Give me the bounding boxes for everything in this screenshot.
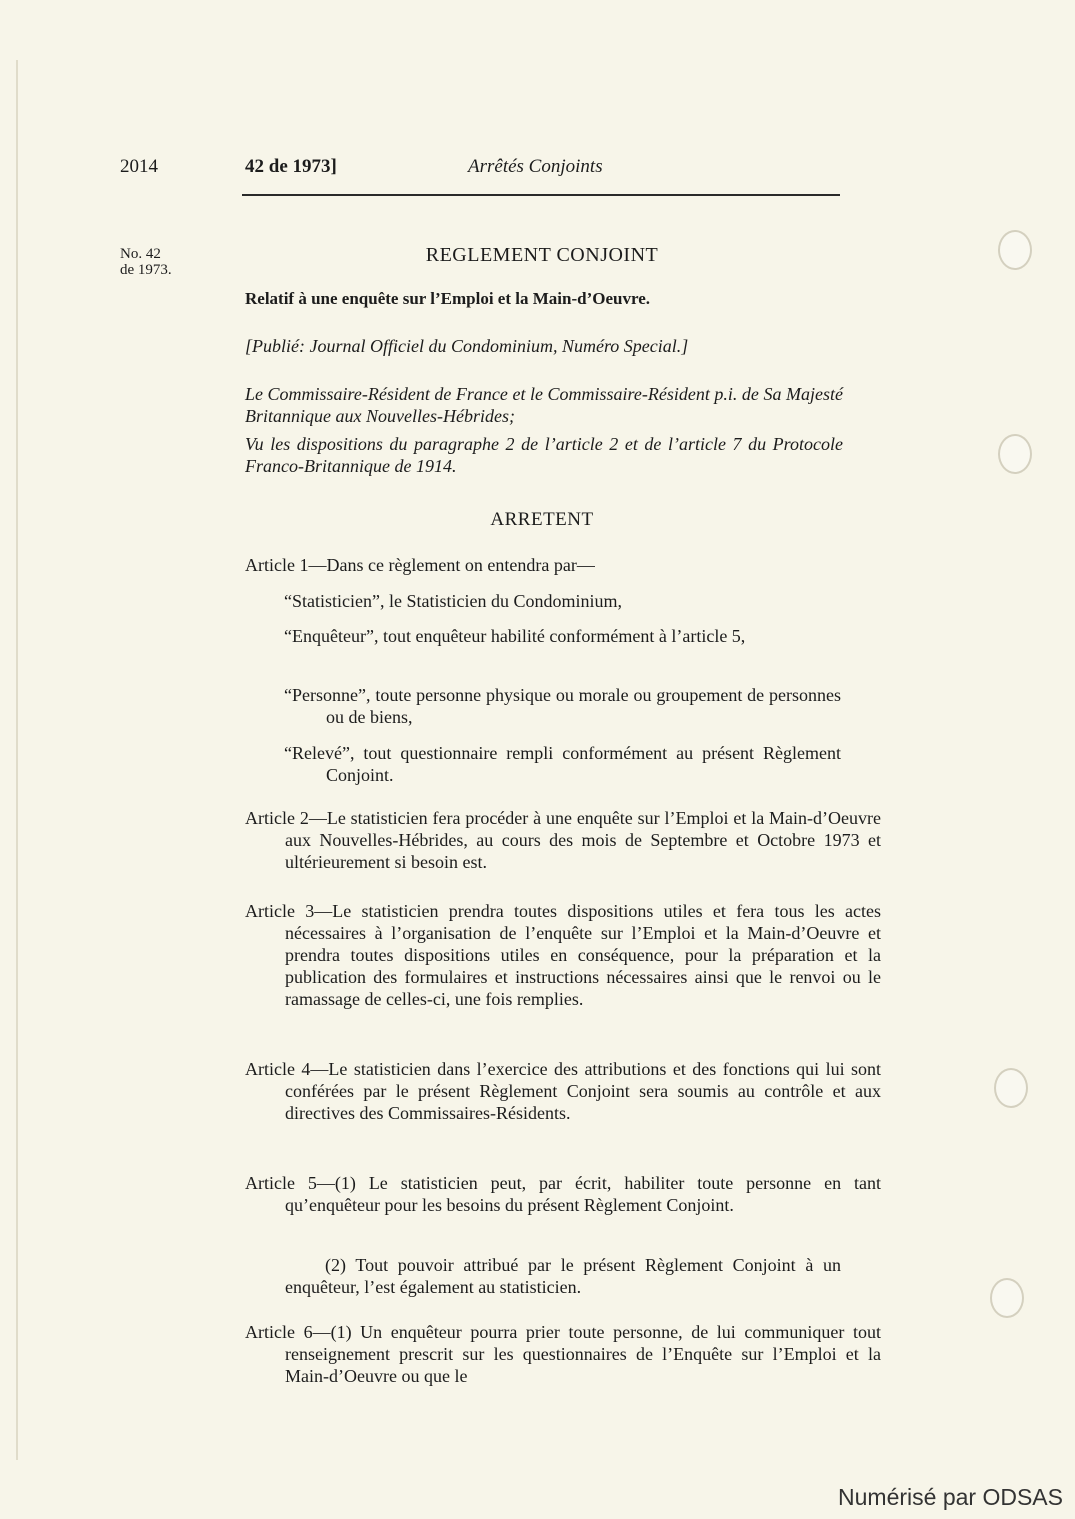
arretent-heading: ARRETENT bbox=[490, 509, 594, 530]
article-5-paragraph-1: Article 5—(1) Le statisticien peut, par écrit, habiliter toute personne en tant qu’enquêteur pour les besoins du présent Règlement Conjoint. bbox=[245, 1173, 881, 1215]
scan-left-edge bbox=[16, 60, 18, 1460]
article-2: Article 2—Le statisticien fera procéder à une enquête sur l’Emploi et la Main-d’Oeuvre aux Nouvelles-Hébrides, au cours des mois de Septembre et Octobre 1973 et ultérieurement si besoin est. bbox=[245, 808, 881, 872]
punch-hole bbox=[998, 434, 1032, 474]
article-4: Article 4—Le statisticien dans l’exercice des attributions et des fonctions qui lui sont conférées par le présent Règlement Conjoint sera soumis au contrôle et aux directives des Commissaires-Résidents. bbox=[245, 1059, 881, 1123]
header-rule bbox=[242, 194, 840, 196]
document-heading: REGLEMENT CONJOINT bbox=[425, 244, 659, 266]
article-1-intro: Article 1—Dans ce règlement on entendra par— bbox=[245, 555, 595, 575]
punch-hole bbox=[994, 1068, 1028, 1108]
header-title: Arrêtés Conjoints bbox=[468, 156, 603, 177]
definition-item: “Relevé”, tout questionnaire rempli conformément au présent Règlement Conjoint. bbox=[284, 743, 841, 785]
punch-hole bbox=[990, 1278, 1024, 1318]
preamble-paragraph: Vu les dispositions du paragraphe 2 de l’article 2 et de l’article 7 du Protocole Franco-Britannique de 1914. bbox=[245, 434, 843, 476]
document-subtitle: Relatif à une enquête sur l’Emploi et la Main-d’Oeuvre. bbox=[245, 289, 650, 308]
punch-hole bbox=[998, 230, 1032, 270]
page-number: 2014 bbox=[120, 156, 158, 177]
definition-item: “Statisticien”, le Statisticien du Condominium, bbox=[284, 591, 622, 611]
margin-note-line: de 1973. bbox=[120, 262, 172, 278]
article-5-paragraph-2: (2) Tout pouvoir attribué par le présent Règlement Conjoint à un enquêteur, l’est également au statisticien. bbox=[285, 1255, 841, 1297]
digitization-credit: Numérisé par ODSAS bbox=[838, 1484, 1063, 1510]
article-3: Article 3—Le statisticien prendra toutes dispositions utiles et fera tous les actes nécessaires à l’organisation de l’enquête sur l’Emploi et la Main-d’Oeuvre et prendra toutes dispositions utiles en conséquence, pour la préparation et la publication des formulaires et instructions nécessaires ainsi que le renvoi ou le ramassage de celles-ci, une fois remplies. bbox=[245, 901, 881, 1009]
definition-item: “Enquêteur”, tout enquêteur habilité conformément à l’article 5, bbox=[284, 626, 746, 646]
header-regulation-number: 42 de 1973] bbox=[245, 156, 337, 177]
definition-item: “Personne”, toute personne physique ou morale ou groupement de personnes ou de biens, bbox=[284, 685, 841, 727]
publication-note: [Publié: Journal Officiel du Condominium, Numéro Special.] bbox=[245, 336, 689, 356]
margin-note bbox=[120, 246, 172, 278]
preamble-paragraph: Le Commissaire-Résident de France et le Commissaire-Résident p.i. de Sa Majesté Britannique aux Nouvelles-Hébrides; bbox=[245, 384, 843, 426]
margin-note-line: No. 42 bbox=[120, 246, 161, 262]
article-6: Article 6—(1) Un enquêteur pourra prier toute personne, de lui communiquer tout renseignement prescrit sur les questionnaires de l’Enquête sur l’Emploi et la Main-d’Oeuvre ou que le bbox=[245, 1322, 881, 1386]
